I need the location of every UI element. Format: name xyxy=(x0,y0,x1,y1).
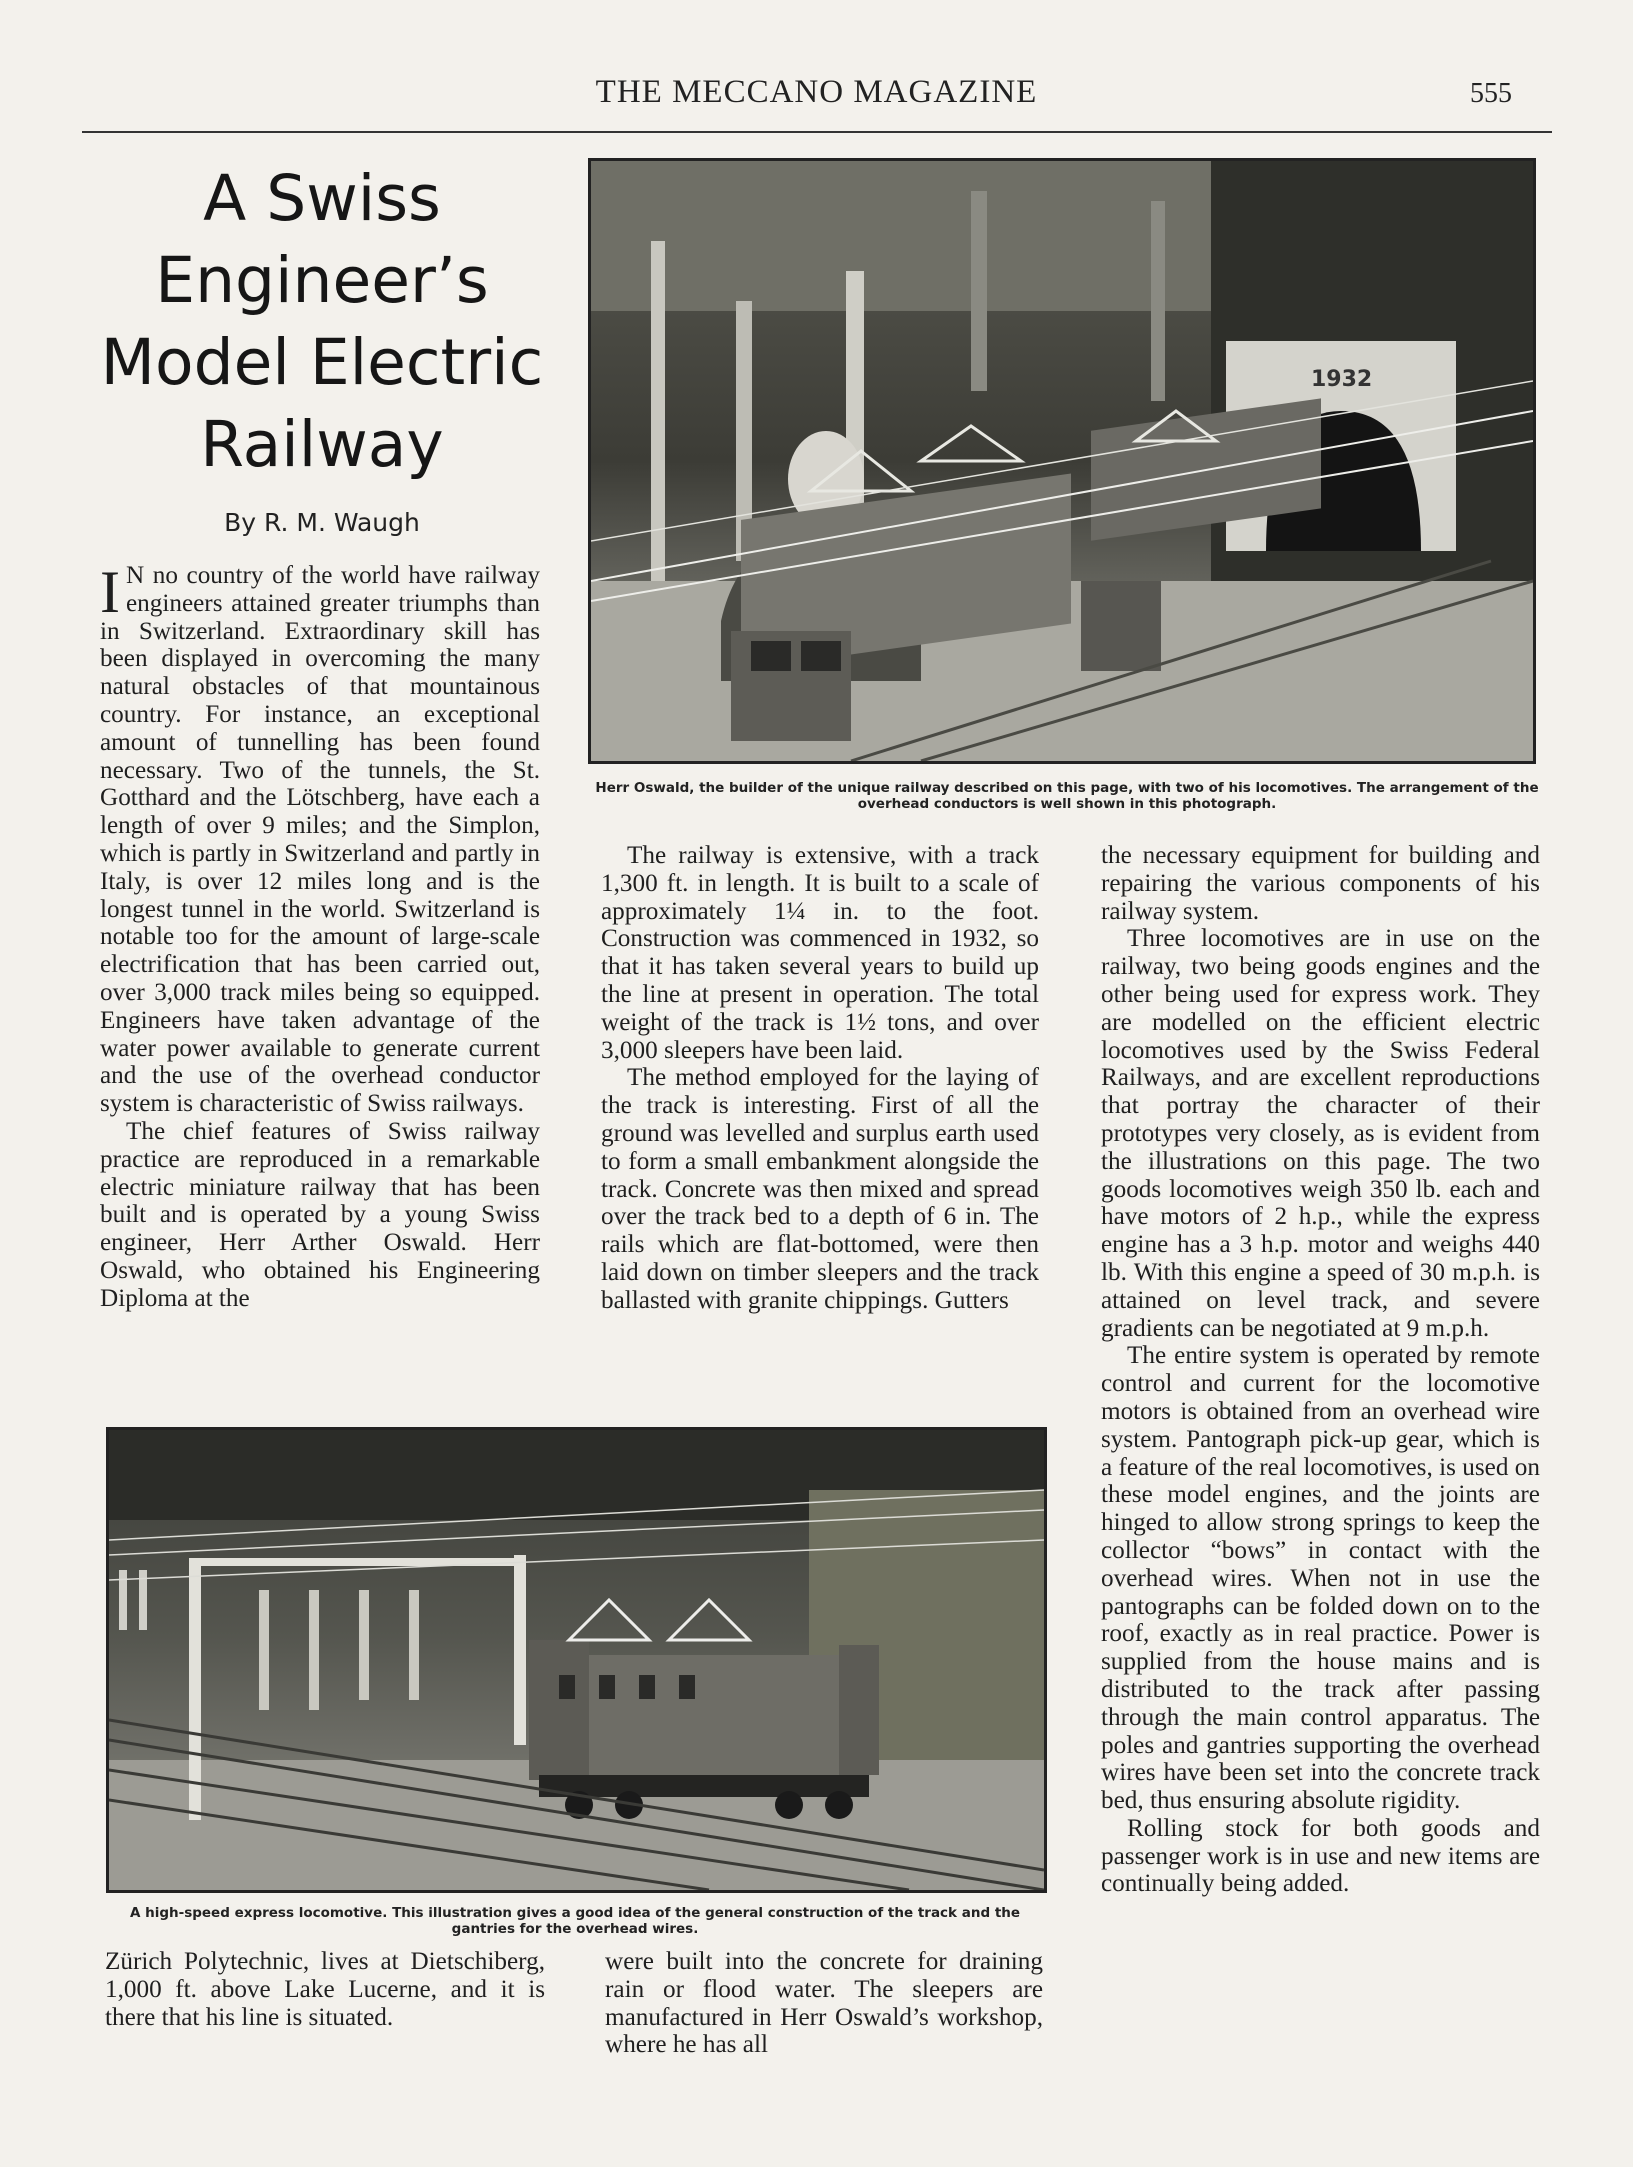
paragraph: The railway is extensive, with a track 1,300 ft. in length. It is built to a scale of approximately 1¼ in. to the foot. Construction was commenced in 1932, so that it has taken several years to build up the line at present in operation. The total weight of the track is 1½ tons, and over 3,000 sleepers have been laid. xyxy=(601,842,1039,1064)
magazine-title: THE MECCANO MAGAZINE xyxy=(595,74,1038,110)
paragraph: The chief features of Swiss railway practice are reproduced in a remarkable electric miniature railway that has been built and is operated by a young Swiss engineer, Herr Arther Oswald. Herr Oswald, who obtained his Engineering Diploma at the xyxy=(100,1117,540,1312)
article-title xyxy=(80,158,564,486)
column-1 xyxy=(100,559,540,1313)
drop-cap: I xyxy=(100,559,120,625)
paragraph: Zürich Polytechnic, lives at Dietschiberg, 1,000 ft. above Lake Lucerne, and it is there that his line is situated. xyxy=(105,1948,545,2031)
paragraph: Three locomotives are in use on the railway, two being goods engines and the other being used for express work. They are modelled on the efficient electric locomotives used by the Swiss Federal Railways, and are excellent reproductions that portray the character of their prototypes very closely, as is evident from the illustrations on this page. The two goods locomotives weigh 350 lb. each and have motors of 2 h.p., while the express engine has a 3 h.p. motor and weighs 440 lb. With this engine a speed of 30 m.p.h. is attained on level track, and severe gradients can be negotiated at 9 m.p.h. xyxy=(1101,925,1540,1342)
paragraph: The method employed for the laying of the track is interesting. First of all the ground was levelled and surplus earth used to form a small embankment alongside the track. Concrete was then mixed and spread over the track bed to a depth of 6 in. The rails which are flat-bottomed, were then laid down on timber sleepers and the track ballasted with granite chippings. Gutters xyxy=(601,1064,1039,1314)
top-photo-caption: Herr Oswald, the builder of the unique railway described on this page, with two of his locomotives. The arrangement of the overhead conductors is well shown in this photograph. xyxy=(595,780,1539,812)
title-line: Model Electric xyxy=(100,326,544,399)
byline: By R. M. Waugh xyxy=(224,508,420,537)
tunnel-date: 1932 xyxy=(1311,367,1373,392)
paragraph: the necessary equipment for building and repairing the various components of his railway system. xyxy=(1101,842,1540,925)
paragraph: The entire system is operated by remote control and current for the locomotive motors is obtained from an overhead wire system. Pantograph pick-up gear, which is a feature of the real locomotives, is used on these model engines, and the joints are hinged to allow strong springs to keep the collector “bows” in contact with the overhead wires. When not in use the pantographs can be folded down on to the roof, exactly as in real practice. Power is supplied from the house mains and is distributed to the track after passing through the main control apparatus. The poles and gantries supporting the overhead wires have been set into the concrete track bed, thus ensuring absolute rigidity. xyxy=(1101,1342,1540,1815)
photo-herr-oswald-locomotives xyxy=(588,158,1536,764)
paragraph: I N no country of the world have railway engineers attained greater triumphs than in Switzerland. Extraordinary skill has been displayed in overcoming the many natural obstacles of that mountainous country. For instance, an exceptional amount of tunnelling has been found necessary. Two of the tunnels, the St. Gotthard and the Lötschberg, have each a length of over 9 miles; and the Simplon, which is partly in Switzerland and partly in Italy, is over 12 miles long and is the longest tunnel in the world. Switzerland is notable too for the amount of large-scale electrification that has been carried out, over 3,000 track miles being so equipped. Engineers have taken advantage of the water power available to generate current and the use of the overhead conductor system is characteristic of Swiss railways. xyxy=(100,559,540,1118)
header-rule xyxy=(82,131,1552,133)
title-line: Engineer’s xyxy=(155,244,489,317)
bottom-photo-caption: A high-speed express locomotive. This illustration gives a good idea of the general construction of the track and the gantries for the overhead wires. xyxy=(129,1905,1021,1937)
column-3 xyxy=(1101,842,1540,1898)
photo-express-locomotive xyxy=(106,1427,1047,1893)
title-line: A Swiss xyxy=(203,162,441,235)
paragraph: were built into the concrete for draining rain or flood water. The sleepers are manufactured in Herr Oswald’s workshop, where he has all xyxy=(605,1948,1043,2059)
title-line: Railway xyxy=(200,408,444,481)
column-1-continued xyxy=(105,1948,545,2031)
paragraph: Rolling stock for both goods and passenger work is in use and new items are continually being added. xyxy=(1101,1814,1540,1898)
page-number: 555 xyxy=(1470,78,1512,109)
photo-image xyxy=(591,161,1533,761)
photo-image xyxy=(109,1430,1044,1890)
column-2 xyxy=(601,842,1039,1315)
column-2-continued xyxy=(605,1948,1043,2059)
